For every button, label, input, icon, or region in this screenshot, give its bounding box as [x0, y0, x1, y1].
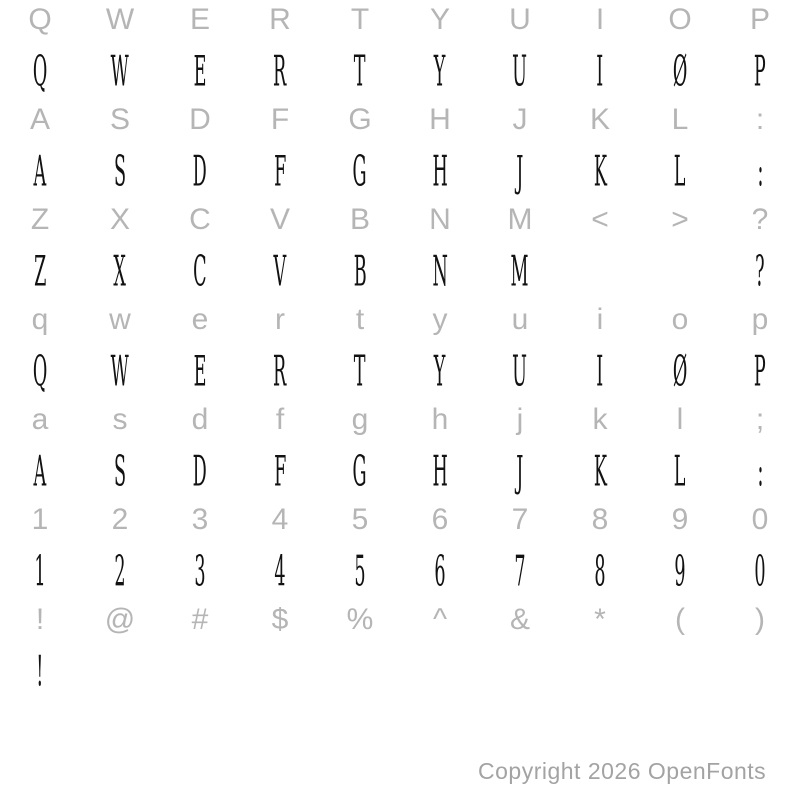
reference-glyph: L	[671, 103, 689, 136]
glyph-cell	[80, 347, 160, 400]
preview-glyph: Z	[33, 247, 47, 296]
preview-glyph: F	[273, 447, 287, 496]
reference-glyph: R	[269, 3, 291, 36]
glyph-cell	[560, 47, 640, 100]
glyph-cell	[320, 347, 400, 400]
glyph-cell	[720, 447, 800, 500]
preview-row-qwerty-upper	[0, 47, 800, 100]
glyph-cell	[720, 147, 800, 200]
glyph-cell	[240, 47, 320, 100]
reference-row-symbols	[0, 600, 800, 650]
preview-glyph: T	[354, 347, 366, 396]
glyph-cell	[320, 100, 400, 150]
preview-glyph: :	[757, 147, 763, 196]
glyph-cell	[80, 300, 160, 350]
preview-glyph: B	[353, 247, 367, 296]
reference-glyph: 1	[31, 503, 49, 536]
glyph-cell	[720, 100, 800, 150]
glyph-cell	[480, 500, 560, 550]
glyph-cell	[160, 400, 240, 450]
preview-glyph: Q	[32, 347, 48, 396]
glyph-cell	[80, 650, 160, 700]
preview-glyph: 4	[274, 547, 286, 596]
reference-glyph: W	[105, 3, 135, 36]
preview-glyph: U	[512, 347, 528, 396]
reference-glyph: V	[269, 203, 290, 236]
preview-row-qwerty-lower	[0, 347, 800, 400]
glyph-cell	[640, 347, 720, 400]
preview-glyph: R	[273, 347, 287, 396]
glyph-cell	[640, 200, 720, 250]
preview-glyph: W	[110, 347, 130, 396]
preview-glyph: G	[352, 447, 368, 496]
glyph-cell	[480, 547, 560, 600]
reference-row-asdf-lower	[0, 400, 800, 450]
glyph-cell	[320, 0, 400, 50]
glyph-cell	[160, 100, 240, 150]
reference-glyph: O	[668, 3, 692, 36]
glyph-cell	[80, 500, 160, 550]
preview-row-asdf-lower	[0, 447, 800, 500]
glyph-cell	[480, 400, 560, 450]
glyph-cell	[640, 600, 720, 650]
glyph-cell	[480, 247, 560, 300]
glyph-cell	[720, 300, 800, 350]
preview-glyph: D	[192, 447, 208, 496]
glyph-cell	[320, 547, 400, 600]
glyph-cell	[240, 300, 320, 350]
preview-glyph: 5	[354, 547, 366, 596]
preview-glyph: G	[352, 147, 368, 196]
preview-row-symbols	[0, 647, 800, 700]
glyph-cell	[320, 200, 400, 250]
preview-row-zxcv-upper	[0, 247, 800, 300]
glyph-cell	[480, 347, 560, 400]
glyph-cell	[640, 447, 720, 500]
reference-glyph: y	[432, 303, 448, 336]
preview-glyph: F	[273, 147, 287, 196]
glyph-cell	[640, 500, 720, 550]
glyph-cell	[400, 500, 480, 550]
preview-glyph: Y	[434, 47, 446, 96]
preview-glyph: A	[33, 147, 47, 196]
glyph-cell	[160, 147, 240, 200]
glyph-cell	[560, 250, 640, 300]
glyph-cell	[400, 100, 480, 150]
glyph-cell	[0, 447, 80, 500]
glyph-cell	[480, 147, 560, 200]
preview-glyph: E	[193, 47, 207, 96]
glyph-cell	[400, 0, 480, 50]
reference-glyph: E	[189, 3, 210, 36]
glyph-cell	[320, 500, 400, 550]
glyph-cell	[0, 647, 80, 700]
reference-glyph: a	[31, 403, 49, 436]
preview-glyph: P	[754, 47, 766, 96]
preview-glyph: L	[674, 447, 686, 496]
reference-glyph: w	[109, 303, 131, 336]
preview-glyph: J	[516, 147, 524, 196]
glyph-cell	[160, 347, 240, 400]
glyph-cell	[560, 447, 640, 500]
preview-glyph: H	[432, 147, 448, 196]
reference-glyph: Y	[429, 3, 450, 36]
reference-glyph: :	[755, 103, 765, 136]
glyph-cell	[240, 600, 320, 650]
preview-glyph: T	[354, 47, 366, 96]
glyph-cell	[640, 47, 720, 100]
reference-row-digits	[0, 500, 800, 550]
reference-glyph: #	[191, 603, 209, 636]
reference-glyph: 4	[271, 503, 289, 536]
preview-glyph: 7	[514, 547, 526, 596]
reference-glyph: 2	[111, 503, 129, 536]
glyph-cell	[320, 300, 400, 350]
reference-glyph: C	[189, 203, 211, 236]
reference-glyph: 0	[751, 503, 769, 536]
glyph-cell	[80, 547, 160, 600]
glyph-cell	[80, 447, 160, 500]
footer	[0, 756, 800, 790]
preview-glyph: !	[36, 647, 44, 696]
preview-glyph: X	[113, 247, 127, 296]
reference-glyph: U	[509, 3, 531, 36]
glyph-cell	[640, 147, 720, 200]
glyph-cell	[0, 100, 80, 150]
glyph-cell	[400, 47, 480, 100]
reference-glyph: r	[275, 303, 285, 336]
preview-glyph: 8	[594, 547, 606, 596]
glyph-cell	[480, 47, 560, 100]
glyph-cell	[720, 247, 800, 300]
preview-glyph: N	[432, 247, 448, 296]
reference-glyph: I	[595, 3, 605, 36]
glyph-cell	[720, 200, 800, 250]
glyph-cell	[400, 447, 480, 500]
preview-glyph: Q	[32, 47, 48, 96]
glyph-cell	[160, 650, 240, 700]
glyph-cell	[240, 400, 320, 450]
glyph-cell	[480, 200, 560, 250]
glyph-cell	[160, 447, 240, 500]
glyph-cell	[640, 547, 720, 600]
preview-glyph: P	[754, 347, 766, 396]
glyph-cell	[240, 247, 320, 300]
glyph-cell	[0, 500, 80, 550]
glyph-cell	[560, 500, 640, 550]
preview-glyph: 3	[194, 547, 206, 596]
glyph-cell	[400, 200, 480, 250]
reference-glyph: h	[431, 403, 449, 436]
glyph-cell	[240, 650, 320, 700]
preview-glyph: C	[193, 247, 207, 296]
reference-glyph: i	[596, 303, 604, 336]
glyph-cell	[560, 547, 640, 600]
glyph-cell	[320, 400, 400, 450]
reference-glyph: k	[592, 403, 608, 436]
reference-glyph: $	[271, 603, 289, 636]
reference-glyph: d	[191, 403, 209, 436]
glyph-cell	[400, 400, 480, 450]
preview-glyph: 1	[34, 547, 46, 596]
reference-glyph: f	[275, 403, 285, 436]
glyph-cell	[320, 650, 400, 700]
preview-glyph: Ø	[672, 47, 688, 96]
glyph-cell	[320, 447, 400, 500]
glyph-cell	[720, 500, 800, 550]
glyph-cell	[160, 47, 240, 100]
glyph-cell	[480, 0, 560, 50]
glyph-cell	[560, 0, 640, 50]
glyph-cell	[720, 347, 800, 400]
glyph-cell	[400, 650, 480, 700]
glyph-cell	[80, 47, 160, 100]
reference-glyph: 7	[511, 503, 529, 536]
reference-row-asdf-upper	[0, 100, 800, 150]
glyph-cell	[560, 200, 640, 250]
preview-glyph: 0	[754, 547, 766, 596]
glyph-cell	[80, 600, 160, 650]
preview-glyph: K	[593, 147, 607, 196]
reference-glyph: t	[355, 303, 365, 336]
reference-glyph: q	[31, 303, 49, 336]
glyph-cell	[480, 300, 560, 350]
glyph-cell	[80, 200, 160, 250]
reference-glyph: &	[509, 603, 530, 636]
preview-glyph: M	[510, 247, 530, 296]
glyph-cell	[640, 650, 720, 700]
reference-glyph: Q	[28, 3, 52, 36]
preview-glyph: S	[113, 147, 127, 196]
glyph-cell	[400, 300, 480, 350]
glyph-cell	[480, 600, 560, 650]
preview-glyph: Ø	[672, 347, 688, 396]
reference-glyph: X	[109, 203, 130, 236]
reference-glyph: 6	[431, 503, 449, 536]
reference-glyph: o	[671, 303, 689, 336]
glyph-cell	[640, 250, 720, 300]
glyph-cell	[80, 247, 160, 300]
reference-glyph: >	[671, 203, 689, 236]
glyph-cell	[0, 600, 80, 650]
reference-glyph: G	[348, 103, 372, 136]
glyph-cell	[400, 347, 480, 400]
glyph-cell	[720, 0, 800, 50]
preview-glyph: L	[674, 147, 686, 196]
preview-glyph: S	[113, 447, 127, 496]
preview-row-digits	[0, 547, 800, 600]
glyph-cell	[160, 0, 240, 50]
reference-glyph: ;	[755, 403, 765, 436]
glyph-cell	[480, 100, 560, 150]
glyph-cell	[160, 500, 240, 550]
preview-glyph: A	[33, 447, 47, 496]
reference-glyph: B	[349, 203, 370, 236]
glyph-cell	[240, 447, 320, 500]
glyph-cell	[560, 600, 640, 650]
preview-glyph: ?	[755, 247, 765, 296]
preview-glyph: W	[110, 47, 130, 96]
reference-glyph: ?	[751, 203, 769, 236]
glyph-cell	[320, 147, 400, 200]
glyph-cell	[80, 400, 160, 450]
reference-glyph: !	[35, 603, 45, 636]
glyph-cell	[0, 47, 80, 100]
reference-glyph: j	[516, 403, 524, 436]
glyph-cell	[640, 0, 720, 50]
reference-glyph: F	[270, 103, 290, 136]
glyph-cell	[0, 0, 80, 50]
glyph-cell	[720, 47, 800, 100]
reference-glyph: )	[755, 603, 765, 636]
glyph-cell	[480, 447, 560, 500]
glyph-cell	[400, 147, 480, 200]
glyph-cell	[320, 600, 400, 650]
glyph-cell	[0, 400, 80, 450]
reference-glyph: g	[351, 403, 369, 436]
glyph-cell	[560, 300, 640, 350]
preview-glyph: I	[596, 347, 604, 396]
glyph-cell	[640, 300, 720, 350]
glyph-cell	[240, 0, 320, 50]
reference-glyph: S	[109, 103, 130, 136]
glyph-cell	[0, 300, 80, 350]
reference-glyph: <	[591, 203, 609, 236]
glyph-cell	[160, 547, 240, 600]
glyph-cell	[240, 500, 320, 550]
reference-glyph: *	[594, 603, 606, 636]
glyph-cell	[560, 650, 640, 700]
glyph-cell	[400, 547, 480, 600]
glyph-cell	[240, 147, 320, 200]
preview-glyph: D	[192, 147, 208, 196]
preview-glyph: H	[432, 447, 448, 496]
reference-glyph: 5	[351, 503, 369, 536]
reference-glyph: u	[511, 303, 529, 336]
glyph-cell	[400, 247, 480, 300]
reference-row-zxcv-upper	[0, 200, 800, 250]
glyph-cell	[560, 400, 640, 450]
glyph-cell	[80, 100, 160, 150]
reference-glyph: J	[512, 103, 528, 136]
reference-glyph: ^	[432, 603, 448, 636]
preview-glyph: Y	[434, 347, 446, 396]
reference-glyph: D	[189, 103, 211, 136]
reference-glyph: e	[191, 303, 209, 336]
glyph-cell	[640, 400, 720, 450]
reference-glyph: M	[507, 203, 533, 236]
glyph-cell	[720, 547, 800, 600]
glyph-cell	[240, 200, 320, 250]
glyph-cell	[0, 147, 80, 200]
reference-glyph: p	[751, 303, 769, 336]
glyph-cell	[240, 100, 320, 150]
glyph-cell	[160, 300, 240, 350]
glyph-cell	[80, 0, 160, 50]
reference-glyph: @	[104, 603, 136, 636]
preview-glyph: :	[757, 447, 763, 496]
preview-glyph: 2	[114, 547, 126, 596]
glyph-cell	[240, 547, 320, 600]
glyph-cell	[0, 247, 80, 300]
reference-glyph: P	[749, 3, 770, 36]
preview-glyph: 6	[434, 547, 446, 596]
reference-glyph: s	[112, 403, 128, 436]
reference-glyph: H	[429, 103, 451, 136]
preview-glyph: K	[593, 447, 607, 496]
glyph-cell	[160, 200, 240, 250]
glyph-cell	[640, 100, 720, 150]
glyph-cell	[720, 400, 800, 450]
preview-glyph: E	[193, 347, 207, 396]
reference-glyph: 9	[671, 503, 689, 536]
reference-glyph: A	[29, 103, 50, 136]
glyph-cell	[720, 600, 800, 650]
glyph-cell	[560, 147, 640, 200]
glyph-cell	[320, 47, 400, 100]
reference-glyph: K	[589, 103, 610, 136]
glyph-cell	[160, 247, 240, 300]
glyph-cell	[0, 347, 80, 400]
reference-row-qwerty-lower	[0, 300, 800, 350]
reference-glyph: l	[676, 403, 684, 436]
glyph-cell	[80, 147, 160, 200]
glyph-cell	[320, 247, 400, 300]
preview-glyph: R	[273, 47, 287, 96]
reference-glyph: 3	[191, 503, 209, 536]
preview-row-asdf-upper	[0, 147, 800, 200]
glyph-cell	[400, 600, 480, 650]
glyph-cell	[480, 650, 560, 700]
glyph-cell	[560, 347, 640, 400]
copyright-text: Copyright 2026 OpenFonts	[478, 758, 767, 784]
glyph-cell	[560, 100, 640, 150]
preview-glyph: U	[512, 47, 528, 96]
reference-glyph: N	[429, 203, 451, 236]
reference-glyph: Z	[30, 203, 50, 236]
reference-row-qwerty-upper	[0, 0, 800, 50]
reference-glyph: %	[346, 603, 374, 636]
preview-glyph: V	[273, 247, 287, 296]
preview-glyph: 9	[674, 547, 686, 596]
reference-glyph: 8	[591, 503, 609, 536]
reference-glyph: T	[350, 3, 370, 36]
glyph-cell	[0, 547, 80, 600]
preview-glyph: J	[516, 447, 524, 496]
glyph-cell	[240, 347, 320, 400]
glyph-cell	[160, 600, 240, 650]
preview-glyph: I	[596, 47, 604, 96]
glyph-cell	[720, 650, 800, 700]
reference-glyph: (	[675, 603, 685, 636]
glyph-cell	[0, 200, 80, 250]
